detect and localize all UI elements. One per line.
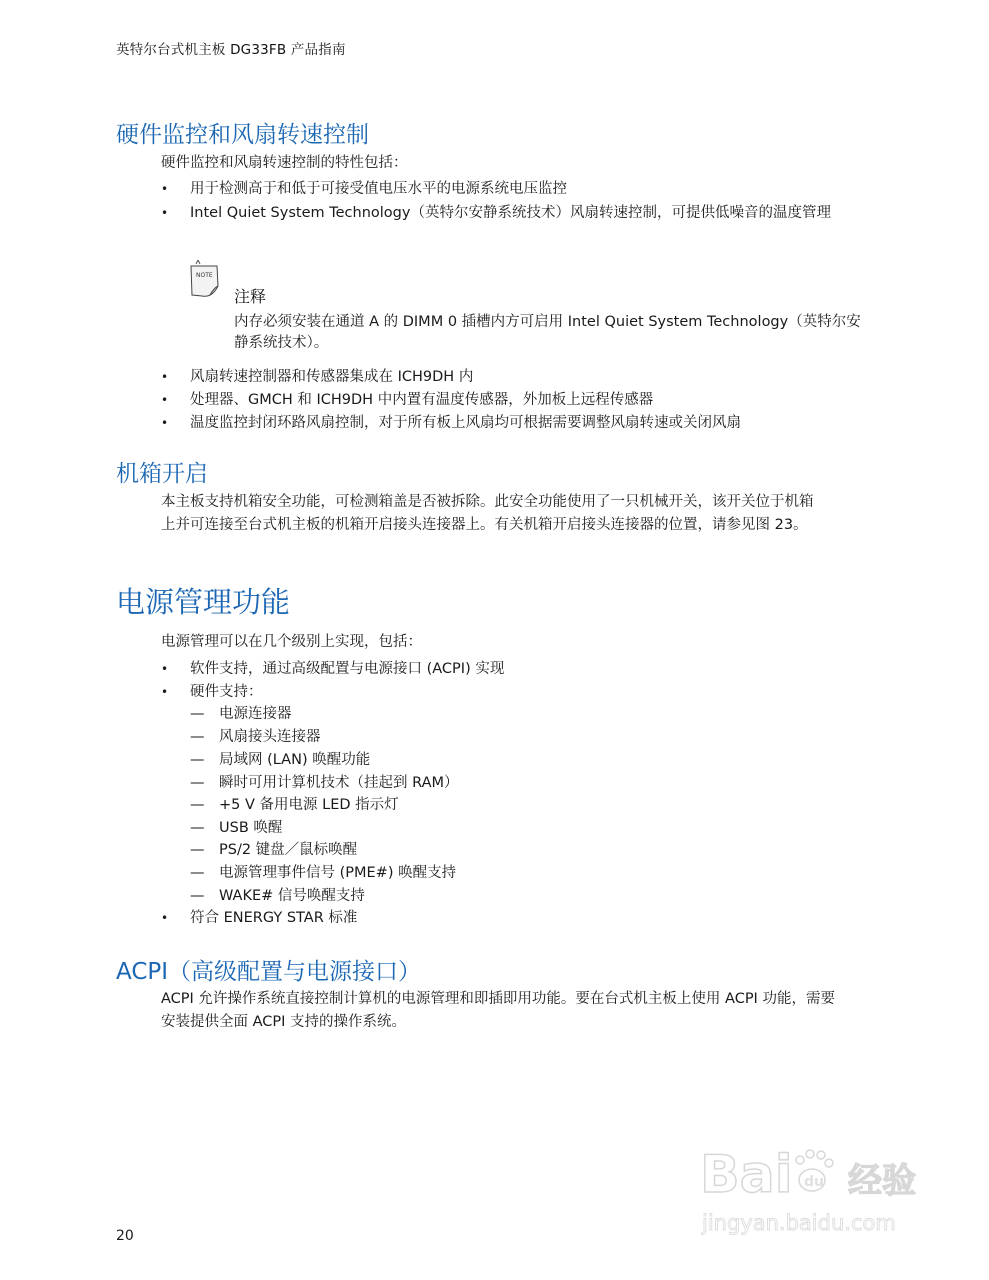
- bullet-icon: •: [161, 370, 169, 384]
- dash-icon: —: [190, 820, 205, 836]
- dash-icon: —: [190, 797, 205, 813]
- sub-list-item-text: 电源管理事件信号 (PME#) 唤醒支持: [219, 865, 457, 881]
- list-item-text: 用于检测高于和低于可接受值电压水平的电源系统电压监控: [190, 181, 567, 197]
- paragraph-hw-intro: 硬件监控和风扇转速控制的特性包括：: [161, 155, 408, 171]
- bullet-icon: •: [161, 662, 169, 676]
- bullet-icon: •: [161, 206, 169, 220]
- list-item-text: 符合 ENERGY STAR 标准: [190, 910, 358, 926]
- paragraph-acpi: ACPI 允许操作系统直接控制计算机的电源管理和即插即用功能。要在台式机主板上使用 ACPI 功能，需要安装提供全面 ACPI 支持的操作系统。: [161, 991, 835, 1030]
- dash-icon: —: [190, 842, 205, 858]
- list-item-text: 软件支持，通过高级配置与电源接口 (ACPI) 实现: [190, 661, 505, 677]
- sub-list-item-text: 瞬时可用计算机技术（挂起到 RAM）: [219, 775, 459, 791]
- watermark-brand: Bai: [700, 1145, 793, 1205]
- list-item-text: Intel Quiet System Technology（英特尔安静系统技术）风扇转速控制，可提供低噪音的温度管理: [190, 205, 831, 221]
- page-number: 20: [116, 1228, 134, 1244]
- watermark-url: jingyan.baidu.com: [702, 1211, 896, 1235]
- watermark-brand2: du: [804, 1174, 824, 1190]
- note-title: 注释: [234, 287, 267, 306]
- bullet-icon: •: [161, 416, 169, 430]
- list-item-text: 硬件支持：: [190, 684, 263, 700]
- sub-list-item-text: PS/2 键盘／鼠标唤醒: [219, 842, 358, 858]
- baidu-jingyan-watermark: [700, 1130, 940, 1240]
- note-icon: [188, 260, 222, 300]
- running-header: 英特尔台式机主板 DG33FB 产品指南: [116, 42, 346, 58]
- dash-icon: —: [190, 752, 205, 768]
- list-item-text: 处理器、GMCH 和 ICH9DH 中内置有温度传感器，外加板上远程传感器: [190, 392, 654, 408]
- note-icon-label: NOTE: [196, 272, 213, 279]
- watermark-cn: 经验: [848, 1161, 916, 1201]
- dash-icon: —: [190, 729, 205, 745]
- bullet-icon: •: [161, 685, 169, 699]
- section-heading-acpi: ACPI（高级配置与电源接口）: [116, 959, 422, 985]
- sub-list-item-text: WAKE# 信号唤醒支持: [219, 888, 365, 904]
- list-item-text: 风扇转速控制器和传感器集成在 ICH9DH 内: [190, 369, 474, 385]
- section-heading-chassis-intrusion: 机箱开启: [116, 461, 208, 487]
- note-body: 内存必须安装在通道 A 的 DIMM 0 插槽内方可启用 Intel Quiet System Technology（英特尔安静系统技术）。: [234, 314, 861, 351]
- paragraph-power-intro: 电源管理可以在几个级别上实现，包括：: [161, 634, 422, 650]
- section-heading-hardware-monitoring: 硬件监控和风扇转速控制: [116, 122, 369, 148]
- sub-list-item-text: 局域网 (LAN) 唤醒功能: [219, 752, 371, 768]
- list-item-text: 温度监控封闭环路风扇控制，对于所有板上风扇均可根据需要调整风扇转速或关闭风扇: [190, 415, 741, 431]
- sub-list-item-text: 风扇接头连接器: [219, 729, 321, 745]
- bullet-icon: •: [161, 182, 169, 196]
- sub-list-item-text: +5 V 备用电源 LED 指示灯: [219, 797, 399, 813]
- dash-icon: —: [190, 706, 205, 722]
- dash-icon: —: [190, 775, 205, 791]
- sub-list-item-text: USB 唤醒: [219, 820, 283, 836]
- section-heading-power-management: 电源管理功能: [116, 585, 291, 619]
- sub-list-item-text: 电源连接器: [219, 706, 292, 722]
- bullet-icon: •: [161, 911, 169, 925]
- paragraph-chassis: 本主板支持机箱安全功能，可检测箱盖是否被拆除。此安全功能使用了一只机械开关，该开关位于机箱上并可连接至台式机主板的机箱开启接头连接器上。有关机箱开启接头连接器的位置，请参见图 23。: [161, 494, 814, 533]
- bullet-icon: •: [161, 393, 169, 407]
- dash-icon: —: [190, 865, 205, 881]
- dash-icon: —: [190, 888, 205, 904]
